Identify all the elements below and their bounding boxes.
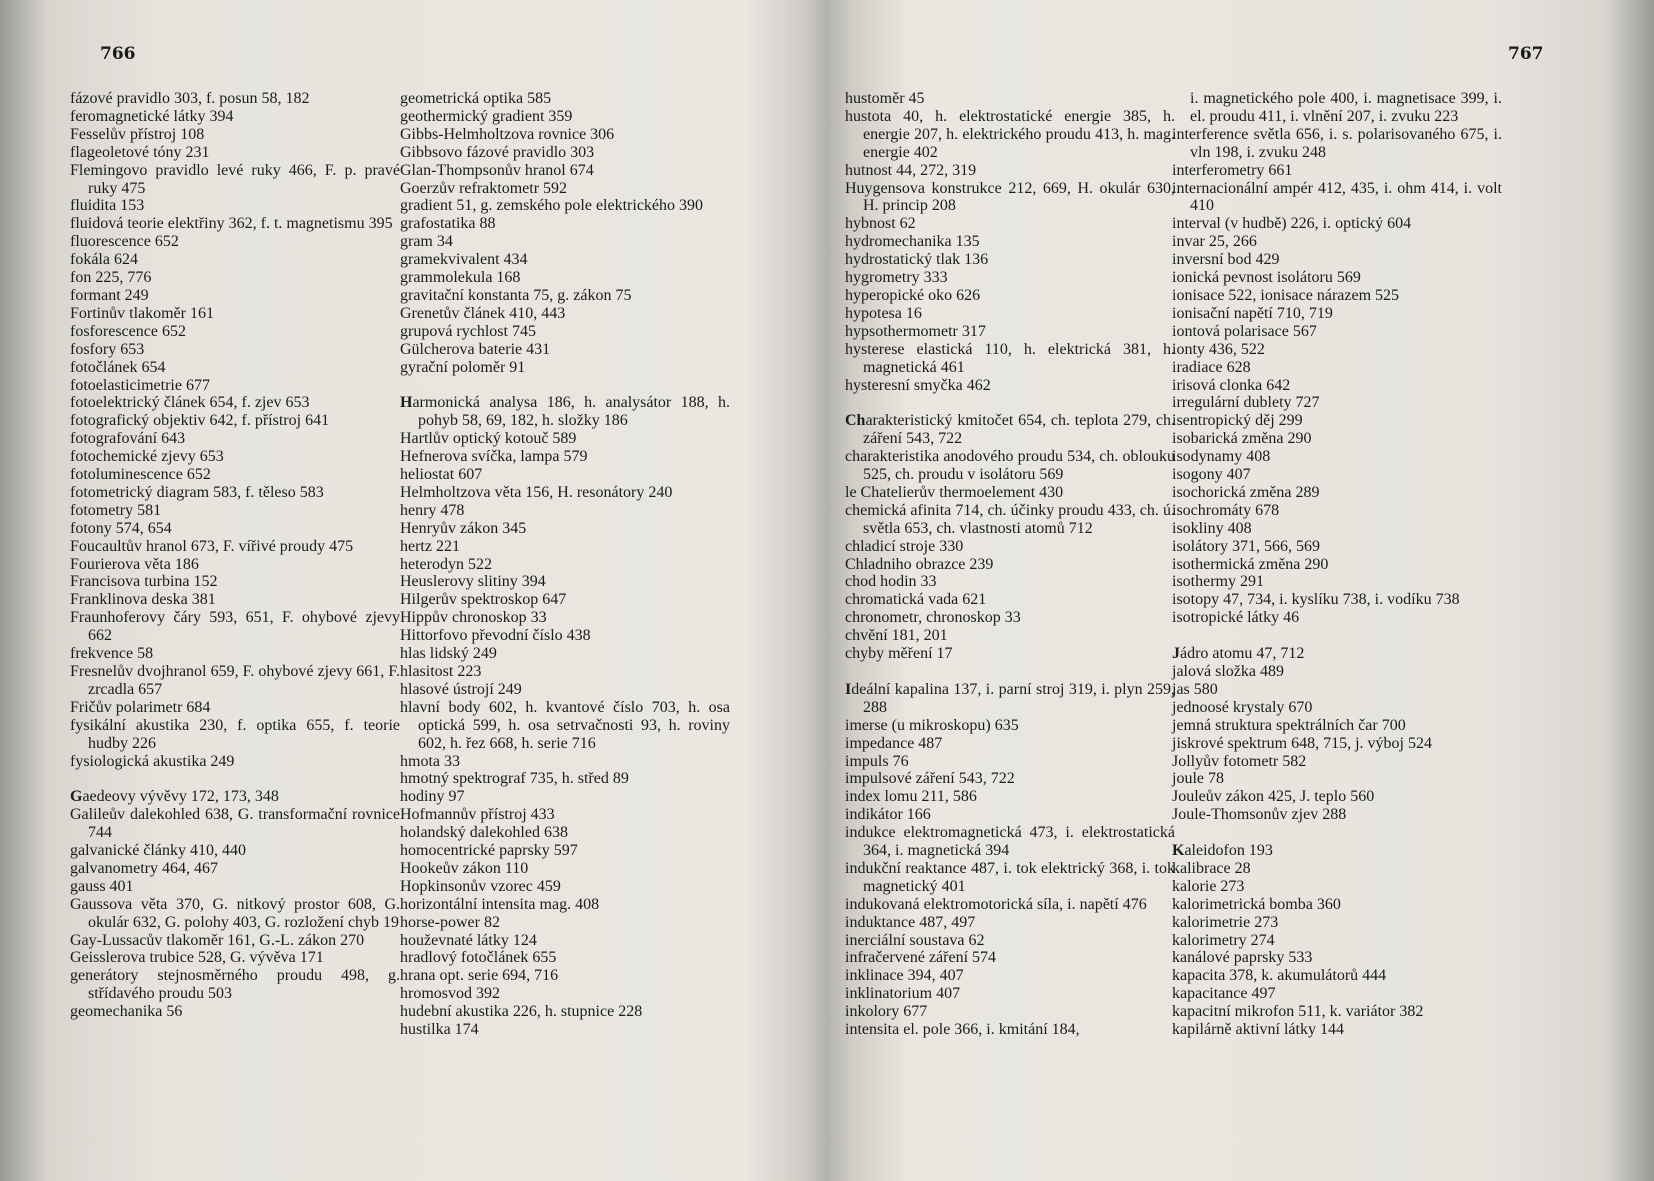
index-entry: inklinatorium 407 [845, 985, 961, 1003]
index-entry: indukce elektromagnetická 473, i. elektrostatická 364, i. magnetická 394 [845, 824, 1175, 860]
index-entry: indikátor 166 [845, 806, 931, 824]
index-entry: kalorimetrická bomba 360 [1172, 895, 1341, 913]
index-entry: ionisace 522, ionisace nárazem 525 [1172, 286, 1400, 304]
index-entry: kalorimetry 274 [1172, 931, 1275, 949]
index-entry: fotografování 643 [70, 430, 186, 448]
index-entry: horse-power 82 [400, 913, 500, 931]
index-entry: hysterese elastická 110, h. elektrická 381, h. magnetická 461 [845, 340, 1175, 376]
index-entry: fotometry 581 [70, 501, 162, 519]
index-entry: hromosvod 392 [400, 985, 500, 1003]
section-gap [1172, 627, 1502, 645]
index-entry: kalorie 273 [1172, 877, 1245, 895]
index-entry: irregulární dublety 727 [1172, 394, 1320, 412]
section-first-entry: Harmonická analysa 186, h. analysátor 188, h. pohyb 58, 69, 182, h. složky 186 [400, 394, 730, 430]
section-initial: G [70, 788, 83, 806]
index-entry: formant 249 [70, 286, 149, 304]
index-entry: Joule-Thomsonův zjev 288 [1172, 806, 1347, 824]
index-entry: chromatická vada 621 [845, 591, 987, 609]
index-entry: ionisační napětí 710, 719 [1172, 304, 1333, 322]
section-initial: J [1172, 645, 1180, 663]
index-entry: gyrační poloměr 91 [400, 358, 526, 376]
index-entry: fotografický objektiv 642, f. přístroj 641 [70, 412, 330, 430]
index-entry: henry 478 [400, 501, 465, 519]
index-entry: hmota 33 [400, 752, 460, 770]
index-entry: hypotesa 16 [845, 304, 922, 322]
index-entry: impuls 76 [845, 752, 909, 770]
section-first-entry: Jádro atomu 47, 712 [1172, 645, 1305, 663]
index-entry: Fortinův tlakoměr 161 [70, 304, 214, 322]
index-entry: Hittorfovo převodní číslo 438 [400, 627, 591, 645]
index-entry: horizontální intensita mag. 408 [400, 895, 600, 913]
index-entry: hrana opt. serie 694, 716 [400, 967, 559, 985]
index-entry: fotoluminescence 652 [70, 466, 211, 484]
index-column [70, 90, 400, 1021]
index-entry: Hippův chronoskop 33 [400, 609, 547, 627]
index-entry: fluidová teorie elektřiny 362, f. t. magnetismu 395 [70, 215, 393, 233]
index-entry: Huygensova konstrukce 212, 669, H. okulár 630, H. princip 208 [845, 179, 1175, 215]
index-entry: hradlový fotočlánek 655 [400, 949, 557, 967]
index-entry: fotoelektrický článek 654, f. zjev 653 [70, 394, 310, 412]
index-entry: geomechanika 56 [70, 1003, 183, 1021]
index-entry: geometrická optika 585 [400, 90, 552, 107]
index-entry: jiskrové spektrum 648, 715, j. výboj 524 [1172, 734, 1432, 752]
section-gap [845, 663, 1175, 681]
index-entry: isolátory 371, 566, 569 [1172, 537, 1320, 555]
section-initial: Ch [845, 412, 866, 430]
index-entry: kapacita 378, k. akumulátorů 444 [1172, 967, 1387, 985]
index-entry: fotoelasticimetrie 677 [70, 376, 210, 394]
index-entry: hysteresní smyčka 462 [845, 376, 991, 394]
index-entry: gradient 51, g. zemského pole elektrického 390 [400, 197, 704, 215]
index-entry: chod hodin 33 [845, 573, 937, 591]
index-entry: joule 78 [1172, 770, 1224, 788]
index-entry: Gay-Lussacův tlakoměr 161, G.-L. zákon 270 [70, 931, 365, 949]
index-entry: Henryův zákon 345 [400, 519, 527, 537]
index-entry: galvanické články 410, 440 [70, 842, 246, 860]
index-entry: Hartlův optický kotouč 589 [400, 430, 577, 448]
section-initial: I [845, 680, 852, 698]
index-entry: Foucaultův hranol 673, F. vířivé proudy 475 [70, 537, 354, 555]
index-entry: flageoletové tóny 231 [70, 143, 210, 161]
index-entry: fosforescence 652 [70, 322, 186, 340]
right-page [820, 0, 1654, 1181]
index-entry: Fresnelův dvojhranol 659, F. ohybové zjevy 661, F. zrcadla 657 [70, 663, 400, 698]
index-entry: impulsové záření 543, 722 [845, 770, 1015, 788]
index-column [845, 90, 1175, 1039]
index-entry: Hefnerova svíčka, lampa 579 [400, 448, 588, 466]
index-entry: intensita el. pole 366, i. kmitání 184, [845, 1021, 1080, 1039]
page-number: 766 [100, 44, 136, 64]
index-entry: infračervené záření 574 [845, 949, 997, 967]
index-entry: Fourierova věta 186 [70, 555, 199, 573]
index-entry: imerse (u mikroskopu) 635 [845, 716, 1019, 734]
index-entry: hodiny 97 [400, 788, 465, 806]
index-entry: fotometrický diagram 583, f. těleso 583 [70, 483, 324, 501]
index-entry: Fesselův přístroj 108 [70, 125, 205, 143]
index-entry: hydrostatický tlak 136 [845, 251, 989, 269]
index-entry: fosfory 653 [70, 340, 145, 358]
section-first-entry: Kaleidofon 193 [1172, 842, 1273, 860]
index-entry: isodynamy 408 [1172, 448, 1271, 466]
index-entry: hlasitost 223 [400, 662, 482, 680]
index-entry: isothermy 291 [1172, 573, 1264, 591]
index-entry: Hofmannův přístroj 433 [400, 806, 555, 824]
index-entry: gauss 401 [70, 877, 134, 895]
index-entry: isochorická změna 289 [1172, 483, 1320, 501]
index-entry: iradiace 628 [1172, 358, 1251, 376]
index-entry: fysiologická akustika 249 [70, 752, 235, 770]
index-entry: frekvence 58 [70, 645, 154, 663]
page-number: 767 [1508, 44, 1544, 64]
index-entry: hustilka 174 [400, 1021, 479, 1039]
index-column [1172, 90, 1502, 1039]
index-column [400, 90, 730, 1039]
index-entry: holandský dalekohled 638 [400, 824, 568, 842]
section-gap [400, 377, 730, 395]
index-entry: kalibrace 28 [1172, 859, 1251, 877]
index-entry: le Chatelierův thermoelement 430 [845, 483, 1064, 501]
index-entry: chronometr, chronoskop 33 [845, 609, 1021, 627]
index-entry: Jollyův fotometr 582 [1172, 752, 1307, 770]
index-entry: inversní bod 429 [1172, 251, 1280, 269]
index-entry: isentropický děj 299 [1172, 412, 1303, 430]
index-entry: fluorescence 652 [70, 233, 179, 251]
index-entry: Chladniho obrazce 239 [845, 555, 994, 573]
index-entry: isothermická změna 290 [1172, 555, 1329, 573]
index-entry: Gibbsovo fázové pravidlo 303 [400, 143, 595, 161]
section-first-entry: Charakteristický kmitočet 654, ch. teplota 279, ch. záření 543, 722 [845, 412, 1175, 448]
section-gap [1172, 824, 1502, 842]
index-entry: isotopy 47, 734, i. kyslíku 738, i. vodíku 738 [1172, 591, 1460, 609]
index-entry: kalorimetrie 273 [1172, 913, 1279, 931]
index-entry: fotočlánek 654 [70, 358, 166, 376]
index-entry: Hookeův zákon 110 [400, 859, 529, 877]
index-entry: Hilgerův spektroskop 647 [400, 591, 567, 609]
index-entry: Goerzův refraktometr 592 [400, 179, 568, 197]
index-entry: jemná struktura spektrálních čar 700 [1172, 716, 1406, 734]
index-entry: isokliny 408 [1172, 519, 1252, 537]
index-entry: hmotný spektrograf 735, h. střed 89 [400, 770, 629, 788]
index-entry: isobarická změna 290 [1172, 430, 1312, 448]
index-entry: Helmholtzova věta 156, H. resonátory 240 [400, 483, 673, 501]
index-entry: fokála 624 [70, 251, 138, 269]
index-entry: chladicí stroje 330 [845, 537, 964, 555]
index-entry: irisová clonka 642 [1172, 376, 1291, 394]
index-entry: hustoměr 45 [845, 90, 925, 107]
index-entry: heliostat 607 [400, 466, 483, 484]
index-entry: hyperopické oko 626 [845, 286, 981, 304]
index-entry: Fraunhoferovy čáry 593, 651, F. ohybové zjevy 662 [70, 609, 400, 645]
index-entry: Geisslerova trubice 528, G. vývěva 171 [70, 949, 324, 967]
index-entry: Galileův dalekohled 638, G. transformační rovnice 744 [70, 806, 400, 842]
index-entry: kapacitance 497 [1172, 985, 1276, 1003]
index-entry: grafostatika 88 [400, 215, 496, 233]
index-entry: houževnaté látky 124 [400, 931, 537, 949]
index-entry: hybnost 62 [845, 215, 916, 233]
section-gap [845, 394, 1175, 412]
index-entry: inerciální soustava 62 [845, 931, 985, 949]
section-initial: K [1172, 842, 1185, 860]
left-page [0, 0, 820, 1181]
index-entry: ionická pevnost isolátoru 569 [1172, 269, 1361, 287]
index-entry: jalová složka 489 [1172, 662, 1284, 680]
index-entry: kanálové paprsky 533 [1172, 949, 1313, 967]
index-entry: hlasové ústrojí 249 [400, 680, 522, 698]
index-entry: hertz 221 [400, 537, 460, 555]
section-gap [70, 770, 400, 788]
index-entry: internacionální ampér 412, 435, i. ohm 414, i. volt 410 [1172, 179, 1502, 215]
index-entry: Gaussova věta 370, G. nitkový prostor 608, G. okulár 632, G. polohy 403, G. rozložení chyb 19 [70, 895, 400, 931]
index-entry: Flemingovo pravidlo levé ruky 466, F. p. pravé ruky 475 [70, 161, 400, 197]
index-entry: interferometry 661 [1172, 161, 1293, 179]
index-entry: isochromáty 678 [1172, 501, 1280, 519]
index-entry: index lomu 211, 586 [845, 788, 977, 806]
index-entry: hygrometry 333 [845, 269, 948, 287]
index-entry: indukovaná elektromotorická síla, i. napětí 476 [845, 895, 1147, 913]
index-entry: heterodyn 522 [400, 555, 492, 573]
index-entry: invar 25, 266 [1172, 233, 1257, 251]
index-entry: Hopkinsonův vzorec 459 [400, 877, 561, 895]
index-entry: inkolory 677 [845, 1003, 928, 1021]
index-entry: isogony 407 [1172, 466, 1251, 484]
section-initial: H [400, 394, 413, 412]
index-entry: Francisova turbina 152 [70, 573, 218, 591]
index-entry: chyby měření 17 [845, 645, 953, 663]
index-entry: fotochemické zjevy 653 [70, 448, 224, 466]
index-entry: hlavní body 602, h. kvantové číslo 703, h. osa optická 599, h. osa setrvačnosti 93, h. roviny 602, h. řez 668, h. serie 716 [400, 698, 730, 752]
index-entry: chvění 181, 201 [845, 627, 948, 645]
index-entry: hudební akustika 226, h. stupnice 228 [400, 1003, 643, 1021]
index-entry: iontová polarisace 567 [1172, 322, 1317, 340]
index-entry: hustota 40, h. elektrostatické energie 385, h. energie 207, h. elektrického proudu 413, h. mag. energie 402 [845, 107, 1175, 161]
index-entry: gram 34 [400, 233, 453, 251]
index-entry: Gülcherova baterie 431 [400, 340, 551, 358]
index-entry: kapilárně aktivní látky 144 [1172, 1021, 1344, 1039]
index-entry: generátory stejnosměrného proudu 498, g. střídavého proudu 503 [70, 967, 400, 1003]
index-entry: Grenetův článek 410, 443 [400, 304, 566, 322]
index-entry: fotony 574, 654 [70, 519, 172, 537]
index-entry: hutnost 44, 272, 319 [845, 161, 977, 179]
index-entry: jednoosé krystaly 670 [1172, 698, 1313, 716]
index-entry: Jouleův zákon 425, J. teplo 560 [1172, 788, 1375, 806]
index-entry: charakteristika anodového proudu 534, ch. oblouku 525, ch. proudu v isolátoru 569 [845, 448, 1175, 484]
index-entry: fluidita 153 [70, 197, 145, 215]
index-entry: indukční reaktance 487, i. tok elektrický 368, i. tok magnetický 401 [845, 859, 1175, 895]
index-entry: kapacitní mikrofon 511, k. variátor 382 [1172, 1003, 1424, 1021]
index-entry: i. magnetického pole 400, i. magnetisace 399, i. el. proudu 411, i. vlnění 207, i. zvuku 223 [1190, 90, 1502, 125]
index-entry: isotropické látky 46 [1172, 609, 1300, 627]
index-entry: induktance 487, 497 [845, 913, 976, 931]
index-entry: Fričův polarimetr 684 [70, 698, 211, 716]
index-entry: fázové pravidlo 303, f. posun 58, 182 [70, 90, 310, 107]
index-entry: grupová rychlost 745 [400, 322, 536, 340]
index-entry: gravitační konstanta 75, g. zákon 75 [400, 286, 632, 304]
index-entry: Glan-Thompsonův hranol 674 [400, 161, 594, 179]
index-entry: jas 580 [1172, 680, 1218, 698]
index-entry: geothermický gradient 359 [400, 107, 573, 125]
index-entry: hlas lidský 249 [400, 645, 497, 663]
index-entry: grammolekula 168 [400, 269, 521, 287]
index-entry: hypsothermometr 317 [845, 322, 986, 340]
index-entry: gramekvivalent 434 [400, 251, 528, 269]
index-entry: interval (v hudbě) 226, i. optický 604 [1172, 215, 1412, 233]
index-entry: chemická afinita 714, ch. účinky proudu 433, ch. ú. světla 653, ch. vlastnosti atomů 712 [845, 501, 1175, 537]
section-first-entry: Ideální kapalina 137, i. parní stroj 319, i. plyn 259, 288 [845, 680, 1175, 716]
index-entry: interference světla 656, i. s. polarisovaného 675, i. vln 198, i. zvuku 248 [1172, 125, 1502, 161]
index-entry: inklinace 394, 407 [845, 967, 964, 985]
index-entry: Gibbs-Helmholtzova rovnice 306 [400, 125, 615, 143]
index-entry: feromagnetické látky 394 [70, 107, 234, 125]
section-first-entry: Gaedeovy vývěvy 172, 173, 348 [70, 788, 279, 806]
index-entry: Franklinova deska 381 [70, 591, 216, 609]
index-entry: ionty 436, 522 [1172, 340, 1265, 358]
index-entry: impedance 487 [845, 734, 943, 752]
index-entry: Heuslerovy slitiny 394 [400, 573, 546, 591]
index-entry: galvanometry 464, 467 [70, 859, 218, 877]
index-entry: homocentrické paprsky 597 [400, 842, 578, 860]
index-entry: fysikální akustika 230, f. optika 655, f. teorie hudby 226 [70, 716, 400, 752]
index-entry: fon 225, 776 [70, 269, 152, 287]
index-entry: hydromechanika 135 [845, 233, 980, 251]
